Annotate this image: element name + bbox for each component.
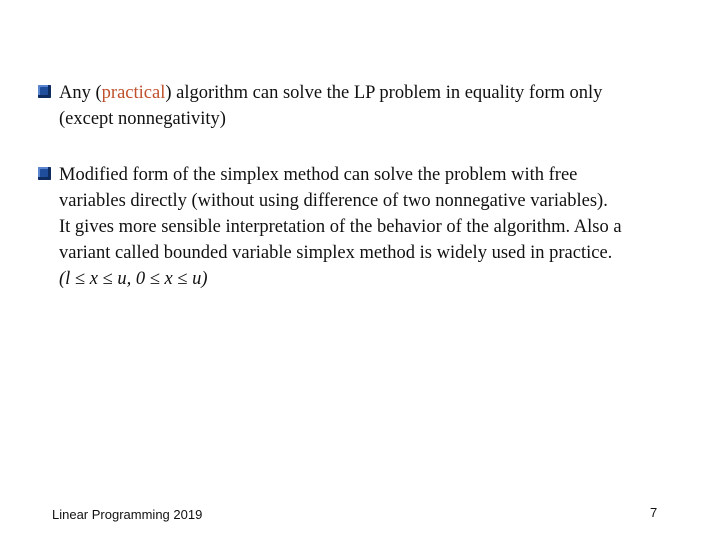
bullet-paragraph-1 [59,80,669,132]
bullet1-line2: (except nonnegativity) [59,109,226,129]
bullet2-line4: variant called bounded variable simplex method is widely used in practice. [59,243,613,263]
bullet1-text-pre: Any ( [59,83,102,103]
footer-title: Linear Programming 2019 [52,507,203,522]
bullet2-line1: Modified form of the simplex method can solve the problem with free [59,165,578,185]
bullet-paragraph-2 [59,162,669,292]
square-bullet-icon [38,167,51,180]
bounds-formula: (l ≤ x ≤ u, 0 ≤ x ≤ u) [59,269,208,289]
bullet1-highlight: practical [101,83,166,103]
bullet2-line3: It gives more sensible interpretation of the behavior of the algorithm. Also a [59,217,622,237]
bullet1-text-post: ) algorithm can solve the LP problem in equality form only [165,83,603,103]
page-number: 7 [650,505,658,520]
bullet2-line2: variables directly (without using difference of two nonnegative variables). [59,191,608,211]
square-bullet-icon [38,85,51,98]
bullet1-line1 [59,80,669,106]
